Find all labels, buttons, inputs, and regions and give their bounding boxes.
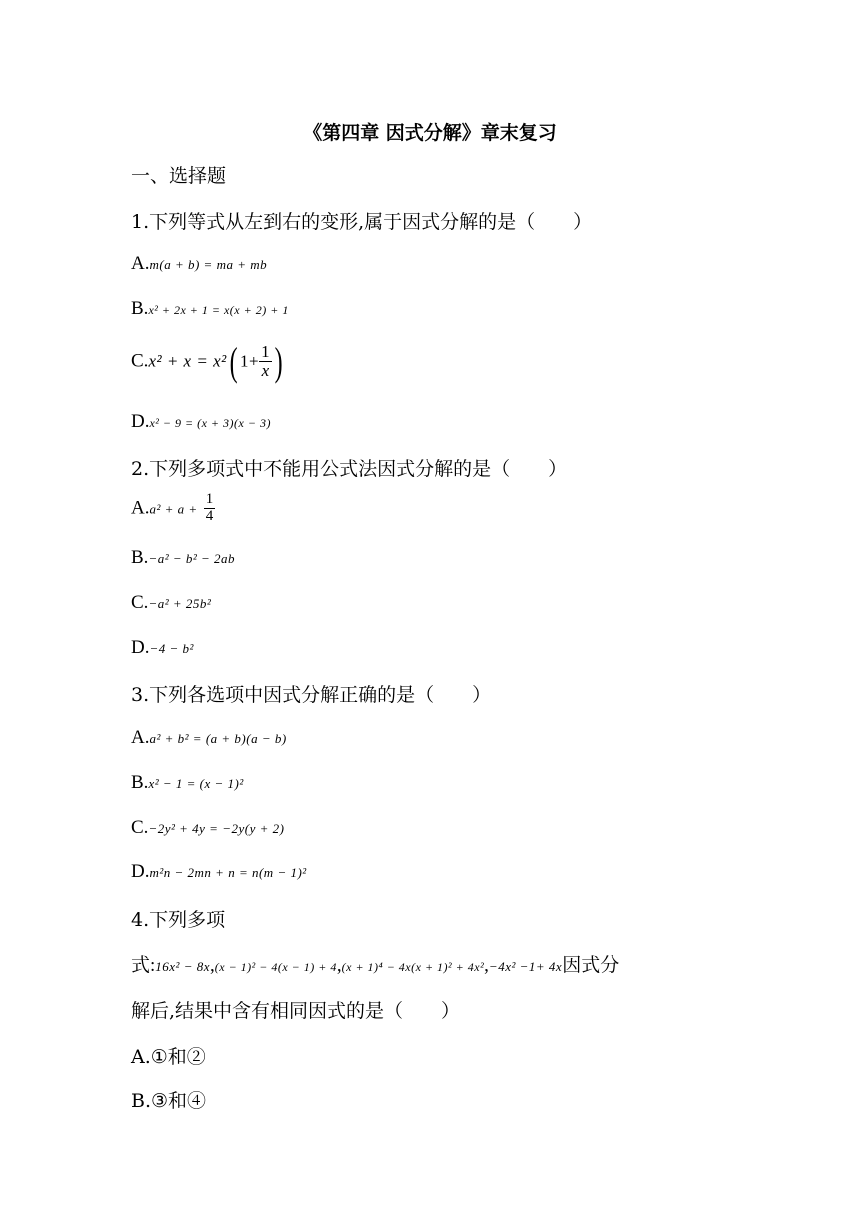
expression-1: 16x² − 8x xyxy=(155,959,210,974)
option-formula: −a² − b² − 2ab xyxy=(148,551,236,566)
expression-2: (x − 1)² − 4(x − 1) + 4 xyxy=(214,960,337,974)
question-2-option-c xyxy=(131,591,211,614)
option-formula: x² + 2x + 1 = x(x + 2) + 1 xyxy=(148,303,289,317)
question-2-option-a xyxy=(131,492,215,525)
fraction-numerator: 1 xyxy=(205,491,214,507)
separator: , xyxy=(484,955,489,976)
separator: , xyxy=(210,955,215,976)
question-4-option-b: B.③和④ xyxy=(131,1090,207,1112)
question-1-option-d xyxy=(131,410,271,433)
option-formula-part: 1+ xyxy=(240,351,260,371)
option-label: D. xyxy=(131,411,150,432)
option-formula: x² + x = x² xyxy=(148,351,227,371)
question-2-stem: 2.下列多项式中不能用公式法因式分解的是（ ） xyxy=(131,458,568,480)
option-formula: −a² + 25b² xyxy=(148,596,212,611)
question-4-stem-line-2 xyxy=(131,950,619,977)
option-label: A. xyxy=(131,497,150,519)
option-label: B. xyxy=(131,772,149,793)
question-3-option-c xyxy=(131,816,284,839)
option-label: A. xyxy=(131,253,150,274)
expression-3: (x + 1)⁴ − 4x(x + 1)² + 4x² xyxy=(341,960,485,974)
section-heading: 一、选择题 xyxy=(131,165,227,187)
option-formula: m(a + b) = ma + mb xyxy=(149,257,268,272)
option-label: C. xyxy=(131,350,149,372)
expression-4: −4x² −1+ 4x xyxy=(488,959,563,974)
stem-text: 因式分 xyxy=(562,955,620,976)
question-2-option-d xyxy=(131,636,194,659)
left-paren: ( xyxy=(229,339,238,384)
question-1-option-b xyxy=(131,297,289,320)
question-2-option-b xyxy=(131,546,235,569)
question-1-option-c xyxy=(131,338,285,385)
question-3-option-d xyxy=(131,860,307,883)
question-3-option-a xyxy=(131,726,287,749)
question-1-option-a xyxy=(131,252,267,275)
question-4-option-a: A.①和② xyxy=(131,1046,206,1068)
separator: , xyxy=(336,955,342,976)
fraction xyxy=(259,343,272,380)
option-label: B. xyxy=(131,547,149,568)
option-label: B. xyxy=(131,298,149,319)
question-3-option-b xyxy=(131,771,244,794)
stem-text: 式: xyxy=(131,955,156,976)
fraction-denominator: x xyxy=(261,361,270,380)
option-label: D. xyxy=(131,861,150,882)
option-label: C. xyxy=(131,817,149,838)
document-title: 《第四章 因式分解》章末复习 xyxy=(303,122,557,144)
option-formula: a² + a + xyxy=(149,501,198,517)
question-4-stem-line-3: 解后,结果中含有相同因式的是（ ） xyxy=(131,1000,461,1022)
option-label: D. xyxy=(131,637,150,658)
option-formula: −2y² + 4y = −2y(y + 2) xyxy=(148,821,285,836)
option-formula: −4 − b² xyxy=(149,641,194,656)
fraction-denominator: 4 xyxy=(205,507,214,524)
option-formula: m²n − 2mn + n = n(m − 1)² xyxy=(149,865,307,880)
option-formula: x² − 9 = (x + 3)(x − 3) xyxy=(149,416,271,430)
question-4-stem-line-1: 4.下列多项 xyxy=(131,909,226,931)
fraction-numerator: 1 xyxy=(261,342,270,362)
option-formula: x² − 1 = (x − 1)² xyxy=(148,776,244,791)
option-label: A. xyxy=(131,727,150,748)
question-1-stem: 1.下列等式从左到右的变形,属于因式分解的是（ ） xyxy=(131,211,593,233)
right-paren: ) xyxy=(274,339,283,384)
question-3-stem: 3.下列各选项中因式分解正确的是（ ） xyxy=(131,684,492,706)
option-label: C. xyxy=(131,592,149,613)
option-formula: a² + b² = (a + b)(a − b) xyxy=(149,731,287,746)
fraction xyxy=(204,492,216,525)
